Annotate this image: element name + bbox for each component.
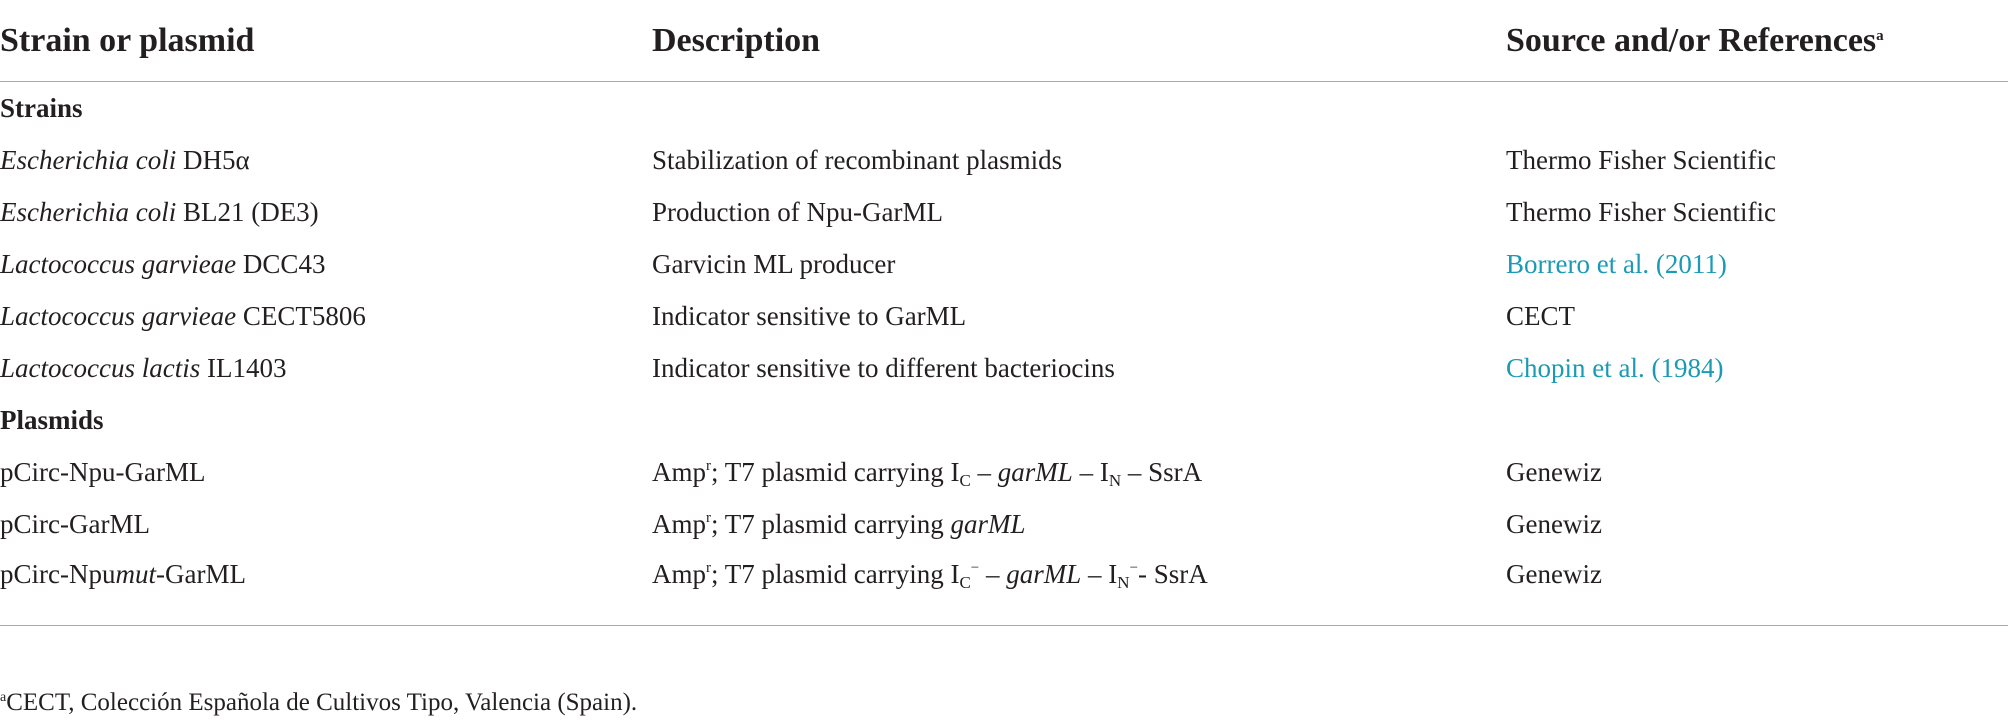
table-row (0, 342, 2008, 394)
desc-sub-n: N (1117, 573, 1130, 592)
desc-tail: – SsrA (1121, 456, 1203, 487)
strain-genus: Lactococcus garvieae (0, 300, 237, 331)
desc-sup-minus: − (1129, 560, 1139, 576)
strain-name-cell (0, 134, 652, 186)
desc-sub-n: N (1108, 470, 1122, 490)
table-header-row (0, 0, 2008, 82)
desc-text: ; T7 plasmid carrying (711, 508, 951, 539)
strain-genus: Lactococcus lactis (0, 352, 201, 383)
desc-amp: Amp (652, 456, 706, 487)
desc-sup-minus: − (970, 560, 980, 576)
desc-text: ; T7 plasmid carrying I (711, 456, 960, 487)
desc-dash: – I (1081, 559, 1118, 589)
description-cell: Indicator sensitive to different bacteriocins (652, 352, 1115, 383)
header-description: Description (652, 0, 1506, 82)
table-row (0, 498, 2008, 550)
desc-resistance-mark: r (706, 457, 711, 474)
description-cell: Garvicin ML producer (652, 248, 896, 279)
header-source-label: Source and/or References (1506, 21, 1877, 59)
source-cell: Thermo Fisher Scientific (1506, 144, 1776, 175)
desc-dash: – (970, 456, 998, 487)
table-footnote (0, 688, 637, 718)
source-cell: Genewiz (1506, 550, 2008, 626)
plasmid-name-cell: pCirc-Npu-GarML (0, 456, 206, 487)
desc-gene: garML (997, 456, 1073, 487)
strain-genus: Escherichia coli (0, 196, 177, 227)
strain-name-cell (0, 342, 652, 394)
strain-name-cell (0, 290, 652, 342)
plasmid-name-cell: pCirc-GarML (0, 508, 150, 539)
section-label-strains: Strains (0, 92, 83, 123)
source-cell: Genewiz (1506, 456, 1602, 487)
section-label-plasmids: Plasmids (0, 404, 104, 435)
desc-text: ; T7 plasmid carrying I (711, 559, 960, 589)
source-cell: CECT (1506, 300, 1576, 331)
plasmid-name-cell (0, 550, 652, 626)
plasmid-name-prefix: pCirc-Npu (0, 559, 116, 589)
desc-sub-c: C (959, 573, 971, 592)
description-cell (652, 498, 1506, 550)
desc-resistance-mark: r (706, 509, 711, 526)
desc-amp: Amp (652, 559, 706, 589)
reference-link-chopin[interactable]: Chopin et al. (1984) (1506, 352, 1724, 383)
table-row (0, 290, 2008, 342)
plasmid-name-mut: mut (115, 559, 156, 589)
table-row (0, 186, 2008, 238)
desc-sub-c: C (959, 470, 971, 490)
desc-gene: garML (1006, 559, 1082, 589)
strain-name-cell (0, 238, 652, 290)
source-cell: Thermo Fisher Scientific (1506, 196, 1776, 227)
strain-genus: Lactococcus garvieae (0, 248, 237, 279)
table-row (0, 134, 2008, 186)
table-row (0, 238, 2008, 290)
table-row (0, 446, 2008, 498)
reference-link-borrero[interactable]: Borrero et al. (2011) (1506, 248, 1727, 279)
desc-dash: – (979, 559, 1007, 589)
source-cell (1506, 238, 2008, 290)
description-cell (652, 550, 1506, 626)
header-source-footnote-mark: a (1876, 27, 1884, 44)
strain-name-cell (0, 186, 652, 238)
section-row-strains (0, 82, 2008, 135)
source-cell: Genewiz (1506, 508, 1602, 539)
header-source (1506, 0, 2008, 82)
strain-id: CECT5806 (236, 300, 366, 331)
source-cell (1506, 342, 2008, 394)
strain-id: DCC43 (236, 248, 326, 279)
desc-tail: - SsrA (1138, 559, 1208, 589)
description-cell: Production of Npu-GarML (652, 196, 943, 227)
desc-gene: garML (950, 508, 1026, 539)
desc-resistance-mark: r (706, 560, 711, 576)
desc-amp: Amp (652, 508, 706, 539)
strain-id: IL1403 (200, 352, 287, 383)
section-row-plasmids (0, 394, 2008, 446)
strain-id: DH5α (176, 144, 250, 175)
description-cell (652, 446, 1506, 498)
desc-dash: – I (1072, 456, 1109, 487)
header-strain-or-plasmid: Strain or plasmid (0, 0, 652, 82)
description-cell: Indicator sensitive to GarML (652, 300, 967, 331)
table-row (0, 550, 2008, 626)
strain-id: BL21 (DE3) (176, 196, 319, 227)
strain-genus: Escherichia coli (0, 144, 177, 175)
description-cell: Stabilization of recombinant plasmids (652, 144, 1063, 175)
footnote-mark: a (0, 690, 7, 705)
plasmid-name-suffix: -GarML (155, 559, 246, 589)
footnote-text: CECT, Colección Española de Cultivos Tipo, Valencia (Spain). (6, 689, 638, 716)
